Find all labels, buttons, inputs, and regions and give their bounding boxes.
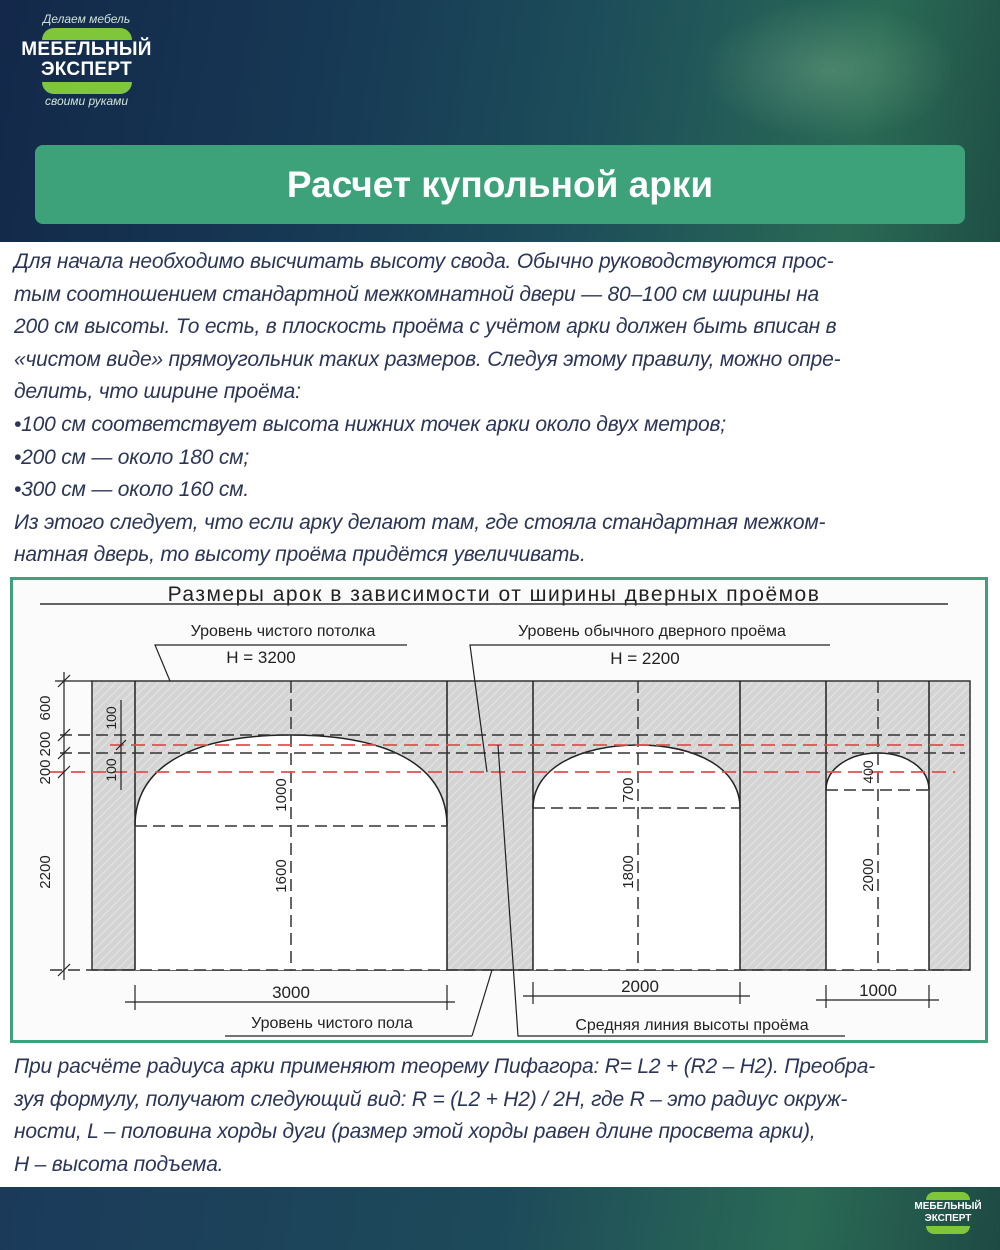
arch1-straight: 1600 xyxy=(273,859,290,893)
diagram-drawing xyxy=(13,580,985,1040)
ceiling-level-label: Уровень чистого потолка xyxy=(190,623,376,640)
logo-saw-arc-icon xyxy=(926,1226,970,1234)
arch2-straight: 1800 xyxy=(620,855,637,889)
text-line: «чистом виде» прямоугольник таких размеров. Следуя этому правилу, можно опре- xyxy=(14,347,841,371)
logo-tagline-bottom: своими руками xyxy=(44,94,129,108)
arch3-rise: 400 xyxy=(860,760,876,784)
logo-saw-arc-icon xyxy=(42,82,132,94)
midline-label: Средняя линия высоты проёма xyxy=(575,1017,809,1034)
text-line: ности, L – половина хорды дуги (размер этой хорды равен длине просвета арки), xyxy=(14,1120,816,1144)
footer-logo-line1: МЕБЕЛЬНЫЙ xyxy=(914,1201,982,1212)
text-line: натная дверь, то высоту проёма придётся увеличивать. xyxy=(14,543,586,567)
text-line: делить, что ширине проёма: xyxy=(14,380,301,404)
text-line: H – высота подъема. xyxy=(14,1152,224,1176)
background-decoration xyxy=(700,0,960,140)
bullet-item: •300 см — около 160 см. xyxy=(14,478,249,502)
bottom-dimension-lines xyxy=(125,982,939,1010)
text-line: При расчёте радиуса арки применяют теорему Пифагора: R= L2 + (R2 – H2). Преобра- xyxy=(14,1055,876,1078)
footer xyxy=(0,1187,1000,1250)
arch3-width: 1000 xyxy=(859,981,897,1000)
arch2-rise: 700 xyxy=(620,777,637,803)
brand-logo xyxy=(14,10,159,130)
text-line: зуя формулу, получают следующий вид: R = (L2 + H2) / 2H, где R – это радиус окруж- xyxy=(14,1087,848,1111)
logo-name-line1: МЕБЕЛЬНЫЙ xyxy=(21,39,152,60)
text-line: 200 см высоты. То есть, в плоскость проёма с учётом арки должен быть вписан в xyxy=(14,315,837,339)
dim-2200: 2200 xyxy=(37,855,54,889)
text-line: тым соотношением стандартной межкомнатной двери — 80–100 см ширины на xyxy=(14,282,819,306)
footer-logo xyxy=(908,1191,988,1235)
logo-saw-arc-icon xyxy=(926,1192,970,1200)
door-height: H = 2200 xyxy=(610,649,680,668)
dim-100: 100 xyxy=(103,758,119,782)
bullet-item: •200 см — около 180 см; xyxy=(14,445,249,469)
formula-text xyxy=(14,1051,875,1181)
arch-dimensions-diagram xyxy=(10,577,988,1043)
page-title: Расчет купольной арки xyxy=(35,145,965,224)
dim-100: 100 xyxy=(103,706,119,730)
dim-600: 600 xyxy=(37,695,54,721)
logo-tagline-top: Делаем мебель xyxy=(42,12,131,26)
dim-200: 200 xyxy=(37,759,54,785)
arch2-width: 2000 xyxy=(621,977,659,996)
ceiling-height: H = 3200 xyxy=(226,648,296,667)
arch1-width: 3000 xyxy=(272,983,310,1002)
floor-level-label: Уровень чистого пола xyxy=(251,1015,413,1032)
footer-logo-line2: ЭКСПЕРТ xyxy=(924,1213,972,1224)
logo-name-line2: ЭКСПЕРТ xyxy=(40,59,133,80)
door-level-label: Уровень обычного дверного проёма xyxy=(518,623,786,640)
arch3-straight: 2000 xyxy=(860,858,877,892)
bullet-item: •100 см соответствует высота нижних точек арки около двух метров; xyxy=(14,412,726,436)
intro-text xyxy=(14,246,840,572)
dim-200: 200 xyxy=(37,731,54,757)
header xyxy=(0,0,1000,242)
text-line: Для начала необходимо высчитать высоту свода. Обычно руководствуются прос- xyxy=(14,250,834,273)
arch1-rise: 1000 xyxy=(273,778,290,812)
diagram-title: Размеры арок в зависимости от ширины дверных проёмов xyxy=(167,583,821,606)
text-line: Из этого следует, что если арку делают там, где стояла стандартная межком- xyxy=(14,510,826,534)
